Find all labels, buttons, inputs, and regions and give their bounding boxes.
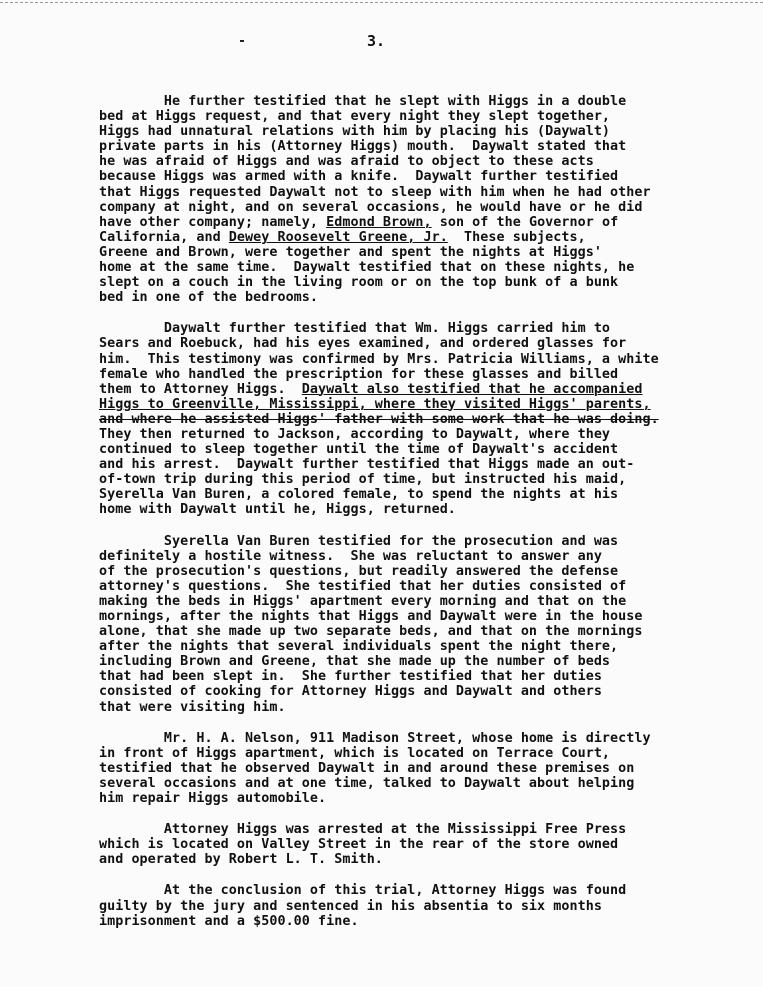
- document-body: [99, 94, 739, 929]
- text-line: female who handled the prescription for these glasses and billed: [99, 366, 619, 382]
- text-line: making the beds in Higgs' apartment every morning and that on the: [99, 593, 627, 609]
- text-line: Greene and Brown, were together and spent the nights at Higgs': [99, 244, 602, 260]
- underlined-sentence: Daywalt also testified that he accompanied: [301, 381, 643, 397]
- text-line: in front of Higgs apartment, which is located on Terrace Court,: [99, 745, 611, 761]
- text-line: he was afraid of Higgs and was afraid to object to these acts: [99, 154, 594, 170]
- text-line: company at night, and on several occasions, he would have or he did: [99, 199, 643, 215]
- text-line: Attorney Higgs was arrested at the Mississippi Free Press: [99, 822, 627, 838]
- paragraph-maid-testimony: [99, 534, 739, 715]
- text-line: Higgs had unnatural relations with him by placing his (Daywalt): [99, 124, 611, 140]
- text-line: Mr. H. A. Nelson, 911 Madison Street, whose home is directly: [99, 730, 651, 746]
- paragraph-gap: [99, 715, 739, 731]
- text-line: guilty by the jury and sentenced in his absentia to six months: [99, 898, 602, 914]
- paragraph-glasses-testimony: [99, 321, 739, 517]
- stray-mark: [240, 40, 244, 42]
- text-line: after the nights that several individuals spent the night there,: [99, 639, 619, 655]
- text-line: home with Daywalt until he, Higgs, returned.: [99, 502, 456, 518]
- text-line: mornings, after the nights that Higgs and Daywalt were in the house: [99, 609, 643, 624]
- paragraph-gap: [99, 518, 739, 534]
- text-line: of the prosecution's questions, but readily answered the defense: [99, 563, 619, 579]
- text-line: Syerella Van Buren testified for the prosecution and was: [99, 533, 619, 549]
- page-top-edge: [0, 2, 763, 3]
- text-line: Syerella Van Buren, a colored female, to spend the nights at his: [99, 487, 619, 503]
- text-line: imprisonment and a $500.00 fine.: [99, 913, 359, 929]
- text-line: slept on a couch in the living room or on the top bunk of a bunk: [99, 275, 619, 291]
- text-line: of-town trip during this period of time, but instructed his maid,: [99, 472, 627, 488]
- underlined-name: Dewey Roosevelt Greene, Jr.: [228, 229, 448, 245]
- struck-through-line: and where he assisted Higgs' father with some work that he was doing.: [99, 411, 659, 427]
- text-line: including Brown and Greene, that she made up the number of beds: [99, 654, 611, 670]
- text-line: [99, 230, 739, 245]
- text-line: bed at Higgs request, and that every night they slept together,: [99, 109, 611, 125]
- paragraph-neighbor-testimony: [99, 731, 739, 806]
- paragraph-gap: [99, 305, 739, 321]
- text-line: At the conclusion of this trial, Attorney Higgs was found: [99, 883, 627, 899]
- text-line: alone, that she made up two separate beds, and that on the mornings: [99, 624, 643, 640]
- text-line: continued to sleep together until the time of Daywalt's accident: [99, 442, 619, 458]
- text-line: [99, 382, 739, 397]
- text-line: and operated by Robert L. T. Smith.: [99, 852, 383, 868]
- paragraph-gap: [99, 806, 739, 822]
- text-line: They then returned to Jackson, according to Daywalt, where they: [99, 426, 611, 442]
- text-line: him. This testimony was confirmed by Mrs. Patricia Williams, a white: [99, 351, 659, 367]
- text-line: definitely a hostile witness. She was reluctant to answer any: [99, 548, 602, 564]
- text-line: bed in one of the bedrooms.: [99, 290, 319, 306]
- paragraph-higgs-testimony: [99, 94, 739, 305]
- text-line: home at the same time. Daywalt testified that on these nights, he: [99, 260, 635, 276]
- underlined-line: Higgs to Greenville, Mississippi, where they visited Higgs' parents,: [99, 396, 651, 412]
- text-line: and his arrest. Daywalt further testified that Higgs made an out-: [99, 457, 635, 473]
- paragraph-gap: [99, 867, 739, 883]
- text-line: that Higgs requested Daywalt not to sleep with him when he had other: [99, 184, 651, 200]
- underlined-name: Edmond Brown,: [326, 214, 432, 230]
- text-line: private parts in his (Attorney Higgs) mouth. Daywalt stated that: [99, 139, 627, 155]
- text-segment: them to Attorney Higgs.: [99, 381, 302, 397]
- text-segment: have other company; namely,: [99, 214, 327, 230]
- page-number: 3.: [367, 32, 386, 50]
- text-line: that were visiting him.: [99, 699, 286, 715]
- text-line: him repair Higgs automobile.: [99, 791, 327, 807]
- text-line: several occasions and at one time, talked to Daywalt about helping: [99, 775, 635, 791]
- text-line: Sears and Roebuck, had his eyes examined, and ordered glasses for: [99, 336, 627, 352]
- text-segment: These subjects,: [447, 229, 586, 245]
- text-line: attorney's questions. She testified that her duties consisted of: [99, 578, 627, 594]
- text-line: which is located on Valley Street in the rear of the store owned: [99, 837, 619, 853]
- paragraph-arrest: [99, 822, 739, 867]
- text-segment: son of the Governor of: [431, 214, 619, 230]
- text-line: [99, 215, 739, 230]
- text-line: He further testified that he slept with Higgs in a double: [99, 94, 627, 109]
- text-line: that had been slept in. She further testified that her duties: [99, 669, 602, 685]
- text-segment: California, and: [99, 229, 229, 245]
- text-line: because Higgs was armed with a knife. Daywalt further testified: [99, 169, 619, 185]
- text-line: consisted of cooking for Attorney Higgs and Daywalt and others: [99, 684, 602, 700]
- paragraph-verdict: [99, 883, 739, 928]
- text-line: testified that he observed Daywalt in and around these premises on: [99, 760, 635, 776]
- text-line: Daywalt further testified that Wm. Higgs carried him to: [99, 321, 611, 337]
